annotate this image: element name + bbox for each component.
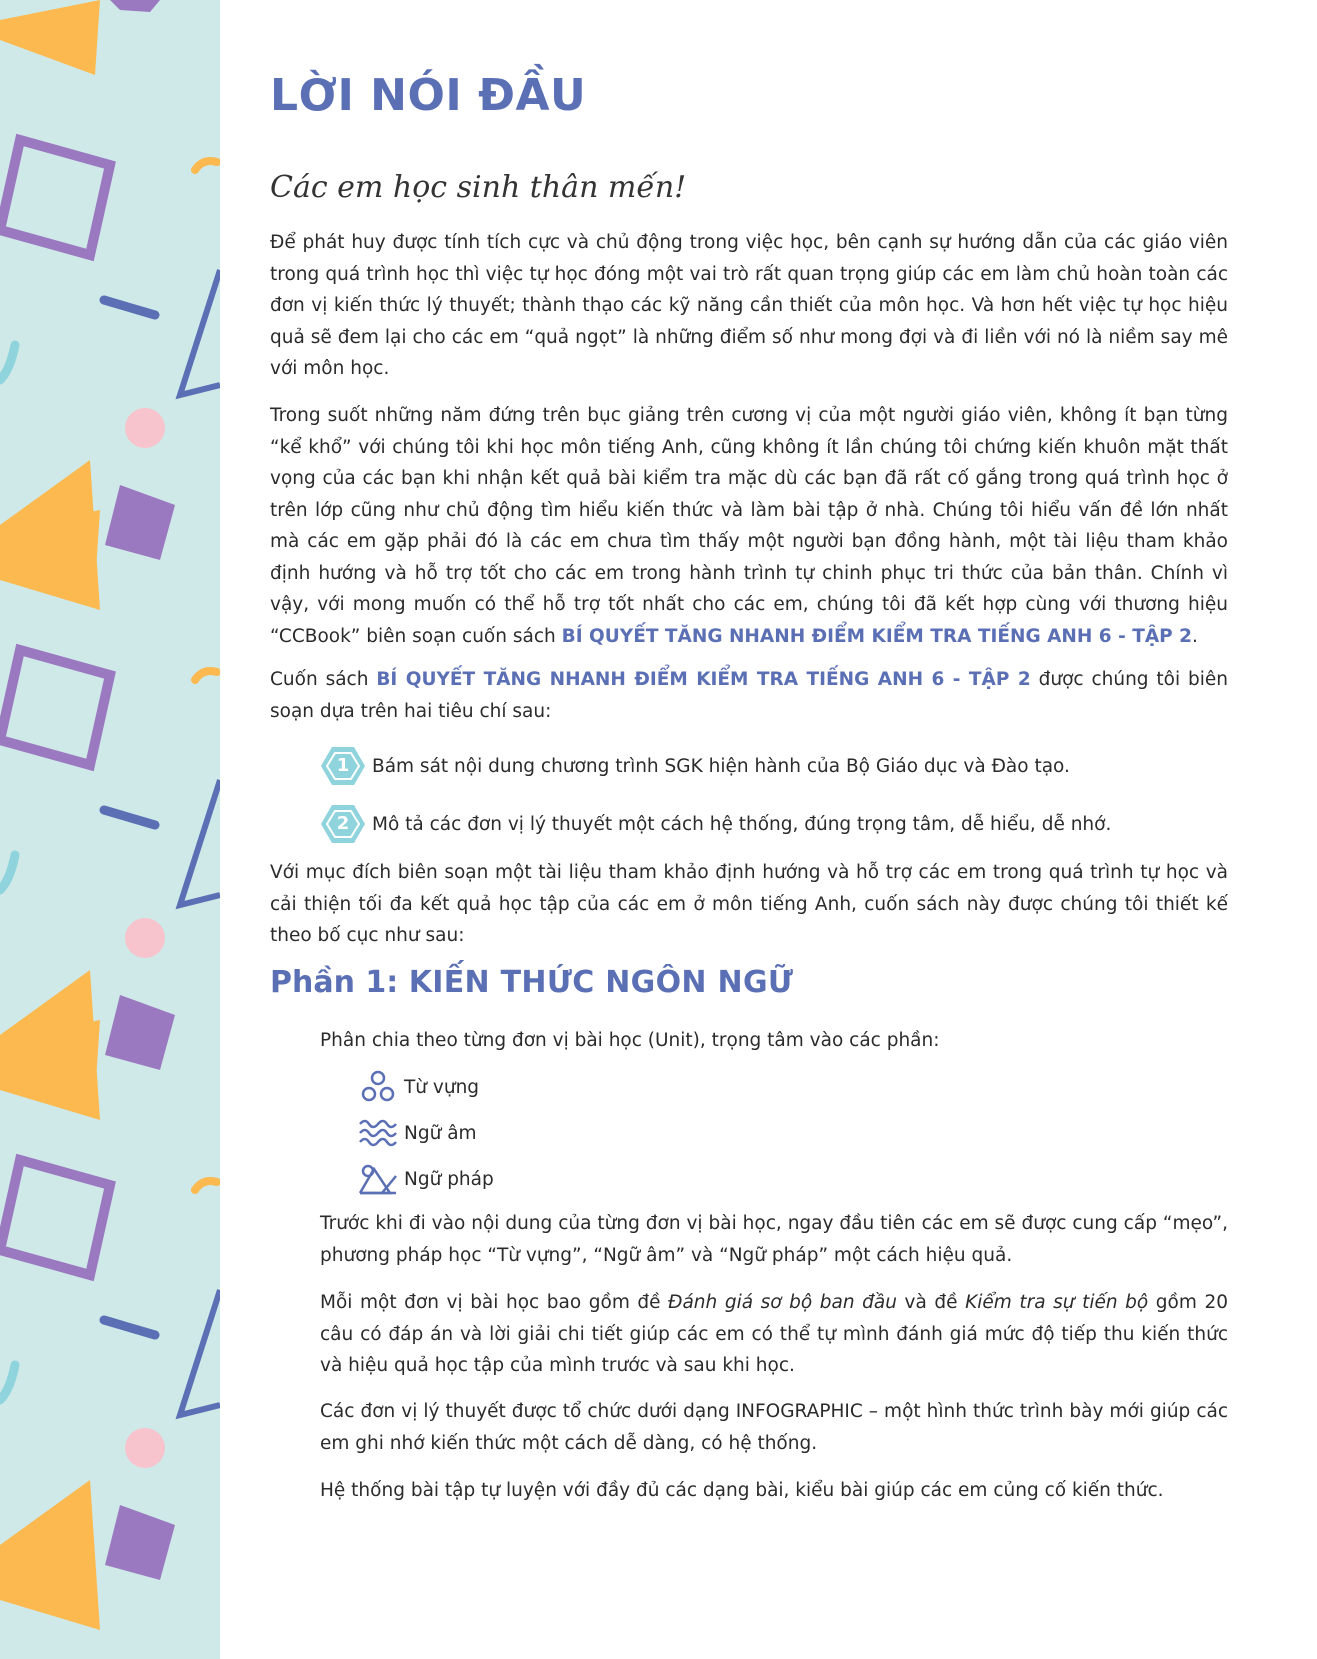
sub-item-label: Từ vựng	[404, 1076, 480, 1098]
criterion-number: 2	[336, 813, 350, 834]
sub-item-label: Ngữ pháp	[404, 1168, 494, 1190]
part-1-description-3: Các đơn vị lý thuyết được tổ chức dưới dạng INFOGRAPHIC – một hình thức trình bày mới giúp các em ghi nhớ kiến thức một cách dễ dàng, có hệ thống.	[320, 1401, 1228, 1454]
grammar-icon	[358, 1162, 398, 1196]
criterion-number: 1	[336, 755, 350, 776]
part-1-intro: Phân chia theo từng đơn vị bài học (Unit), trọng tâm vào các phần:	[320, 1030, 940, 1051]
paragraph-1: Để phát huy được tính tích cực và chủ động trong việc học, bên cạnh sự hướng dẫn của các giáo viên trong quá trình học thì việc tự học đóng một vai trò rất quan trọng giúp các em làm chủ hoàn toàn các đơn vị kiến thức lý thuyết; thành thạo các kỹ năng cần thiết của môn học. Và hơn hết việc tự học hiệu quả sẽ đem lại cho các em “quả ngọt” là những điểm số như mong đợi và đi liền với nó là niềm say mê với môn học.	[270, 232, 1228, 379]
paragraph-3-start: Cuốn sách	[270, 669, 377, 690]
greeting: Các em học sinh thân mến!	[270, 170, 687, 205]
geometric-pattern	[0, 0, 220, 1659]
book-name: BÍ QUYẾT TĂNG NHANH ĐIỂM KIỂM TRA TIẾNG ANH 6 - TẬP 2	[561, 625, 1193, 647]
criterion-1	[320, 745, 1070, 787]
paragraph-4: Với mục đích biên soạn một tài liệu tham khảo định hướng và hỗ trợ các em trong quá trình tự học và cải thiện tối đa kết quả học tập của các em ở môn tiếng Anh, cuốn sách này được chúng tôi thiết kế theo bố cục như sau:	[270, 862, 1228, 946]
paragraph-2	[270, 400, 1228, 652]
paragraph-2-text: Trong suốt những năm đứng trên bục giảng trên cương vị của một người giáo viên, không ít bạn từng “kể khổ” với chúng tôi khi học môn tiếng Anh, cũng không ít lần chúng tôi chứng kiến khuôn mặt thất vọng của các bạn khi nhận kết quả bài kiểm tra mặc dù các bạn đã rất cố gắng trong quá trình học ở trên lớp cũng như chủ động tìm hiểu kiến thức và làm bài tập ở nhà. Chúng tôi hiểu vấn đề lớn nhất mà các em gặp phải đó là các em chưa tìm thấy một người bạn đồng hành, một tài liệu tham khảo định hướng và hỗ trợ tốt cho các em trong hành trình tự chinh phục tri thức của bản thân. Chính vì vậy, với mong muốn có thể hỗ trợ tốt nhất cho các em, chúng tôi đã kết hợp cùng với thương hiệu “CCBook” biên soạn cuốn sách	[270, 405, 1228, 647]
part-1-description-1: Trước khi đi vào nội dung của từng đơn vị bài học, ngay đầu tiên các em sẽ được cung cấp “mẹo”, phương pháp học “Từ vựng”, “Ngữ âm” và “Ngữ pháp” một cách hiệu quả.	[320, 1213, 1228, 1266]
criterion-text: Mô tả các đơn vị lý thuyết một cách hệ thống, đúng trọng tâm, dễ hiểu, dễ nhớ.	[372, 813, 1112, 835]
part-1-name: KIẾN THỨC NGÔN NGỮ	[408, 965, 794, 1000]
d2-c: gồm 20 câu có đáp án và lời giải chi tiết giúp các em có thể tự mình đánh giá mức độ tiếp thu kiến thức và hiệu quả học tập của mình trước và sau khi học.	[320, 1292, 1229, 1376]
paragraph-3-end: được chúng tôi biên soạn dựa trên hai tiêu chí sau:	[270, 669, 1229, 722]
vocabulary-icon	[358, 1070, 398, 1104]
paragraph-3	[270, 664, 1228, 727]
criterion-2	[320, 803, 1111, 845]
part-1-description-2	[320, 1287, 1228, 1382]
book-name: BÍ QUYẾT TĂNG NHANH ĐIỂM KIỂM TRA TIẾNG ANH 6 - TẬP 2	[376, 669, 1031, 690]
hexagon-number-icon	[320, 803, 366, 845]
d2-b: và đề	[896, 1292, 966, 1313]
criterion-text: Bám sát nội dung chương trình SGK hiện hành của Bộ Giáo dục và Đào tạo.	[372, 755, 1070, 777]
sub-item-grammar	[358, 1162, 494, 1196]
part-1-heading	[270, 965, 793, 1000]
d2-a: Mỗi một đơn vị bài học bao gồm đề	[320, 1292, 669, 1313]
sub-item-label: Ngữ âm	[404, 1122, 477, 1144]
decorative-sidebar	[0, 0, 220, 1659]
part-1-prefix: Phần 1:	[270, 965, 409, 1000]
page-title: LỜI NÓI ĐẦU	[270, 70, 587, 121]
d2-italic-2: Kiểm tra sự tiến bộ	[965, 1292, 1149, 1313]
sub-item-phonetics	[358, 1116, 477, 1150]
sub-item-vocabulary	[358, 1070, 479, 1104]
hexagon-number-icon	[320, 745, 366, 787]
phonetics-icon	[358, 1116, 398, 1150]
part-1-description-4: Hệ thống bài tập tự luyện với đầy đủ các dạng bài, kiểu bài giúp các em củng cố kiến thức.	[320, 1480, 1164, 1501]
d2-italic-1: Đánh giá sơ bộ ban đầu	[668, 1292, 897, 1313]
paragraph-2-end: .	[1192, 625, 1198, 647]
